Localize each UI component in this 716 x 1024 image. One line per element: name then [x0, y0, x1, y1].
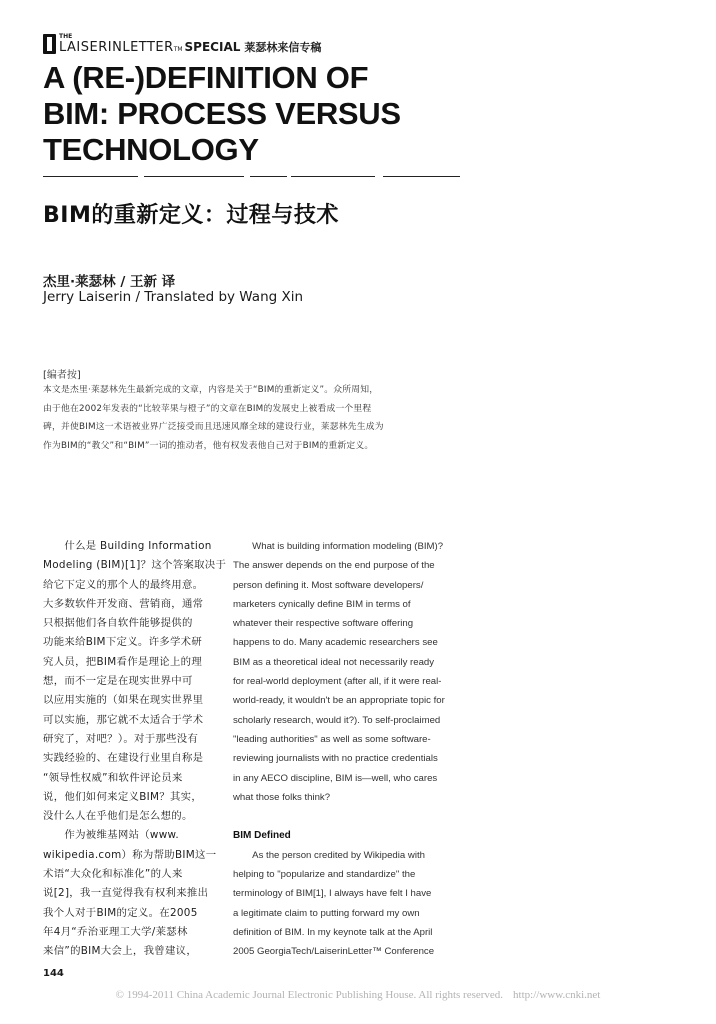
- body-line: 什么是 Building Information: [43, 540, 212, 552]
- body-line: 给它下定义的那个人的最终用意。: [43, 578, 204, 591]
- body-line: 研究了，对吧？）。对于那些没有: [43, 732, 199, 745]
- byline-english: Jerry Laiserin / Translated by Wang Xin: [43, 289, 304, 305]
- body-line: reviewing journalists with no practice credentials: [233, 753, 438, 765]
- body-line: 说，他们如何来定义BIM？其实，: [43, 790, 203, 803]
- body-line: a legitimate claim to putting forward my own: [233, 907, 420, 919]
- masthead-special: SPECIAL: [184, 40, 241, 54]
- body-line: 实践经验的、在建设行业里自称是: [43, 752, 204, 765]
- editor-note-line: 本文是杰里·莱瑟林先生最新完成的文章，内容是关于“BIM的重新定义”。众所周知，: [43, 385, 379, 395]
- byline-chinese: 杰里·莱瑟林 / 王新 译: [43, 274, 176, 290]
- masthead-logo-icon: [43, 34, 56, 54]
- divider-segment: [43, 176, 138, 177]
- english-column: [233, 537, 459, 962]
- body-line: world-ready, it wouldn't be an appropriate topic for: [233, 695, 445, 707]
- divider-segment: [144, 176, 244, 177]
- body-line: “领导性权威”和软件评论员来: [43, 771, 183, 784]
- title-line: TECHNOLOGY: [43, 132, 259, 167]
- body-line: whatever their respective software offering: [233, 618, 414, 630]
- body-line: Modeling (BIM)[1]？这个答案取决于: [43, 559, 227, 572]
- body-line: 只根据他们各自软件能够提供的: [43, 617, 193, 630]
- title-line: A (RE-)DEFINITION OF: [43, 60, 369, 95]
- body-line: 功能来给BIM下定义。许多学术研: [43, 636, 203, 649]
- body-line: 想，而不一定是在现实世界中可: [43, 675, 193, 688]
- article-title: [43, 60, 563, 168]
- masthead-the: THE: [59, 33, 73, 40]
- divider-segment: [250, 176, 287, 177]
- divider-segment: [291, 176, 375, 177]
- body-line: 可以实施，那它就不太适合于学术: [43, 713, 204, 726]
- body-line: terminology of BIM[1], I always have felt I have: [233, 888, 432, 900]
- body-line: 究人员，把BIM看作是理论上的理: [43, 655, 203, 668]
- body-line: 没什么人在乎他们是怎么想的。: [43, 810, 193, 823]
- body-line: BIM as a theoretical ideal not necessarily ready: [233, 656, 435, 668]
- masthead-trademark: TM: [173, 46, 183, 53]
- body-line: What is building information modeling (BIM)?: [233, 541, 444, 552]
- body-line: what those folks think?: [233, 791, 331, 803]
- body-line: "leading authorities" as well as some software-: [233, 733, 431, 745]
- body-line: definition of BIM. In my keynote talk at the April: [233, 926, 433, 938]
- page-number: 144: [43, 968, 64, 979]
- body-line: person defining it. Most software developers/: [233, 579, 424, 591]
- body-line: 作为被维基网站（www.: [43, 829, 179, 842]
- body-line: As the person credited by Wikipedia with: [233, 849, 425, 861]
- footer-copyright: © 1994-2011 China Academic Journal Electronic Publishing House. All rights reserved.: [115, 989, 504, 1001]
- body-line: happens to do. Many academic researchers see: [233, 637, 438, 649]
- editor-note-line: 由于他在2002年发表的“比较苹果与橙子”的文章在BIM的发展史上被看成一个里程: [43, 403, 372, 414]
- body-line: 来信”的BIM大会上，我曾建议，: [43, 945, 198, 958]
- body-line: 大多数软件开发商、营销商，通常: [43, 597, 204, 610]
- masthead: [43, 30, 321, 54]
- section-heading: BIM Defined: [233, 830, 291, 842]
- body-line: wikipedia.com）称为帮助BIM这一: [43, 848, 217, 861]
- divider-segment: [383, 176, 460, 177]
- footer: [0, 989, 716, 1001]
- body-line: [233, 807, 459, 826]
- body-line: 2005 GeorgiaTech/LaiserinLetter™ Conference: [233, 946, 435, 958]
- masthead-text: [59, 34, 321, 54]
- editor-note-line: 作为BIM的“教父”和“BIM”一词的推动者，他有权发表他自己对于BIM的重新定义。: [43, 440, 374, 451]
- title-divider: [43, 174, 460, 178]
- body-line: helping to "popularize and standardize" the: [233, 869, 416, 881]
- body-line: 我个人对于BIM的定义。在2005: [43, 906, 198, 919]
- editor-note-label: [编者按]: [43, 370, 81, 381]
- body-line: 说[2]，我一直觉得我有权利来推出: [43, 887, 209, 900]
- editor-note-line: 碑，并使BIM这一术语被业界广泛接受而且迅速风靡全球的建设行业，莱瑟林先生成为: [43, 422, 384, 432]
- body-line: marketers cynically define BIM in terms of: [233, 598, 411, 610]
- chinese-title: BIM的重新定义：过程与技术: [43, 203, 339, 228]
- body-line: for real-world deployment (after all, if it were real-: [233, 676, 442, 688]
- masthead-name: LAISERINLETTER: [59, 40, 174, 55]
- body-line: The answer depends on the end purpose of the: [233, 560, 435, 572]
- body-line: 术语“大众化和标准化”的人来: [43, 868, 183, 881]
- chinese-column: [43, 537, 227, 962]
- editor-note: [43, 381, 463, 455]
- body-line: scholarly research, would it?). To self-proclaimed: [233, 714, 441, 726]
- masthead-row: [59, 41, 321, 54]
- body-line: 年4月“乔治亚理工大学/莱瑟林: [43, 925, 188, 938]
- body-line: 以应用实施的（如果在现实世界里: [43, 694, 204, 707]
- footer-url[interactable]: http://www.cnki.net: [513, 989, 601, 1001]
- masthead-chinese: 莱瑟林来信专稿: [244, 41, 322, 54]
- title-line: BIM: PROCESS VERSUS: [43, 96, 401, 131]
- body-line: in any AECO discipline, BIM is—well, who cares: [233, 772, 438, 784]
